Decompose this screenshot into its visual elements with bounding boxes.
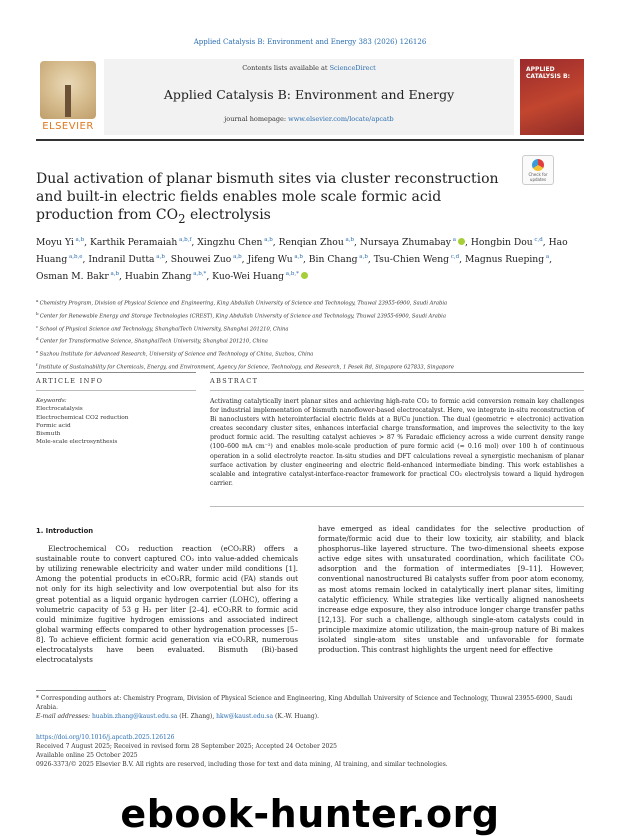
- author-name-text: Osman M. Bakr: [36, 271, 109, 283]
- author-name-text: Magnus Rueping: [464, 254, 545, 266]
- masthead-center: [104, 59, 514, 135]
- keywords-block: [36, 397, 196, 447]
- affiliations: [36, 296, 584, 373]
- keyword-item: Electrochemical CO2 reduction: [36, 414, 129, 421]
- intro-paragraph-right: have emerged as ideal candidates for the selective production of formate/formic acid due to their low toxicity, air stability, and black phosphorus–like layered structure. The two-dimensional sheets expose active edge sites with unsaturated coordination, which facilitate CO₂ adsorption and the formation of intermediates [9–11]. However, conventional nanostructured Bi catalysts suffer from poor atom economy, as most atoms remain locked in catalytically inert planar sites, limiting catalytic efficiency. While strategies like vertically aligned nanosheets increase edge exposure, they also introduce longer charge transfer paths [12,13]. For such a challenge, although single-atom catalysts could in principle maximize atomic utilization, the main-group nature of Bi makes isolated single-atom sites unstable and unfavorable for formate production. This contrast highlights the urgent need for effective: [318, 524, 584, 655]
- author-name[interactable]: [279, 237, 354, 248]
- author-name-text: Xingzhu Chen: [197, 237, 263, 249]
- affiliation-key: e: [36, 349, 40, 355]
- watermark-text: ebook-hunter.org: [120, 792, 500, 836]
- author-name-text: Shouwei Zuo: [170, 254, 232, 266]
- affiliation-text: Suzhou Institute for Advanced Research, University of Science and Technology of China, Suzhou, China: [39, 352, 314, 359]
- keyword-item: Bismuth: [36, 431, 61, 438]
- orcid-icon[interactable]: [458, 238, 465, 245]
- elsevier-tree-icon: [40, 61, 96, 119]
- article-info-heading: ARTICLE INFO: [36, 377, 104, 385]
- abstract-top-rule: [210, 372, 584, 373]
- author-name-text: Kuo-Wei Huang: [212, 271, 285, 283]
- publication-metadata: [36, 733, 584, 769]
- orcid-icon[interactable]: [301, 272, 308, 279]
- journal-reference-link[interactable]: Applied Catalysis B: Environment and Energy 383 (2026) 126126: [193, 38, 427, 46]
- author-affiliation-marker: a,b: [343, 237, 355, 243]
- author-name[interactable]: [212, 271, 308, 282]
- footnote-rule: [36, 690, 106, 691]
- author-name[interactable]: [36, 237, 84, 248]
- author-name[interactable]: [247, 254, 302, 265]
- author-name-text: Indranil Dutta: [88, 254, 155, 266]
- author-affiliation-marker: a,b: [262, 237, 273, 243]
- author-name-text: Nursaya Zhumabay: [359, 237, 451, 249]
- author-affiliation-marker: a,b: [357, 254, 368, 261]
- affiliation-text: Institute of Sustainability for Chemicals, Energy, and Environment, Agency for Science, Technology, and Research, 1 Pesek Rd, Singapore 627833, Singapore: [38, 364, 454, 371]
- abstract-heading: ABSTRACT: [210, 377, 259, 385]
- author-name-text: Bin Chang: [308, 254, 358, 266]
- masthead-divider: [36, 139, 584, 141]
- elsevier-wordmark: ELSEVIER: [42, 121, 94, 132]
- email-link-huang[interactable]: hkw@kaust.edu.sa: [216, 713, 274, 720]
- author-affiliation-marker: a,b,*: [284, 271, 299, 278]
- author-affiliation-marker: c,d: [532, 237, 543, 243]
- author-affiliation-marker: a,b,f: [177, 237, 192, 243]
- author-name[interactable]: [88, 254, 164, 265]
- affiliation-key: b: [36, 310, 40, 316]
- author-name-text: Huabin Zhang: [124, 271, 192, 283]
- author-affiliation-marker: a,b: [73, 237, 85, 243]
- journal-masthead: [36, 59, 584, 136]
- affiliation-key: f: [36, 362, 39, 368]
- author-name[interactable]: [360, 237, 465, 248]
- author-name[interactable]: [90, 237, 191, 248]
- email-link-zhang[interactable]: huabin.zhang@kaust.edu.sa: [91, 713, 178, 720]
- intro-heading: 1. Introduction: [36, 527, 94, 535]
- affiliation-text: Center for Transformative Science, ShanghaiTech University, Shanghai 201210, China: [39, 339, 268, 346]
- affiliation-item: [36, 296, 584, 309]
- author-name-text: Renqian Zhou: [278, 237, 344, 249]
- check-updates-icon: [532, 159, 544, 171]
- author-name-text: Hao Huang: [36, 237, 568, 266]
- author-name-text: Hongbin Dou: [470, 237, 533, 249]
- journal-cover-thumbnail[interactable]: [520, 59, 584, 135]
- check-for-updates-badge[interactable]: Check for updates: [522, 155, 554, 185]
- article-info-top-rule: [36, 372, 196, 373]
- author-name[interactable]: [171, 254, 242, 265]
- affiliation-key: a: [36, 298, 40, 303]
- copyright-line: 0926-3373/© 2025 Elsevier B.V. All rights are reserved, including those for text and data mining, AI training, and similar technologies.: [36, 761, 448, 768]
- article-info-head-rule: [36, 390, 196, 391]
- intro-right-column: [318, 524, 584, 655]
- email-line: E-mail addresses: huabin.zhang@kaust.edu.sa (H. Zhang), hkw@kaust.edu.sa (K.-W. Huang).: [36, 713, 319, 720]
- author-affiliation-marker: c,d: [449, 254, 460, 261]
- keywords-label: Keywords:: [36, 398, 67, 404]
- affiliation-key: d: [36, 336, 40, 342]
- affiliation-item: [36, 322, 584, 335]
- author-affiliation-marker: a,b: [231, 254, 242, 261]
- contents-line: Contents lists available at ScienceDirect: [242, 64, 376, 72]
- elsevier-logo[interactable]: [36, 59, 100, 135]
- abstract-bottom-rule: [210, 506, 584, 507]
- author-name-text: Tsu-Chien Weng: [373, 254, 449, 266]
- author-name[interactable]: [465, 254, 549, 265]
- intro-paragraph-left: Electrochemical CO₂ reduction reaction (eCO₂RR) offers a sustainable route to convert captured CO₂ into value-added chemicals by utilizing renewable electricity and water under mild conditions [1]. Among the potential products in eCO₂RR, formic acid (FA) stands out not only for its high selectivity and low overpotential but also for its great potential as a liquid organic hydrogen carrier (LOHC), offering a volumetric capacity of 53 g H₂ per liter [2–4]. eCO₂RR to formic acid could minimize fugitive hydrogen emissions and associated indirect global warming effects compared to other hydrogenation processes [5–8]. To achieve efficient formic acid generation via eCO₂RR, numerous electrocatalysts have been evaluated. Bismuth (Bi)-based electrocatalysts: [36, 544, 298, 665]
- corresponding-author-note: * Corresponding authors at: Chemistry Program, Division of Physical Science and Engineering, King Abdullah University of Science and Technology, Thuwal 23955-6900, Saudi Arabia.: [36, 695, 573, 711]
- affiliation-item: [36, 334, 584, 347]
- author-name[interactable]: [309, 254, 368, 265]
- author-name[interactable]: [125, 271, 206, 282]
- article-title: Dual activation of planar bismuth sites via cluster reconstruction and built-in electric fields enables mole scale formic acid production from $CO_2$ electrolysis: [36, 171, 499, 226]
- journal-homepage-link[interactable]: www.elsevier.com/locate/apcatb: [288, 115, 394, 123]
- author-affiliation-marker: a,b: [108, 271, 120, 278]
- author-name-text: Moyu Yi: [36, 237, 74, 249]
- author-affiliation-marker: a: [450, 237, 457, 243]
- journal-title: Applied Catalysis B: Environment and Energy: [163, 87, 455, 102]
- author-name[interactable]: [471, 237, 543, 248]
- author-affiliation-marker: a,b: [154, 254, 165, 261]
- author-name-text: Karthik Peramaiah: [89, 237, 178, 249]
- author-name[interactable]: [36, 271, 119, 282]
- doi-link[interactable]: https://doi.org/10.1016/j.apcatb.2025.126126: [36, 734, 175, 741]
- author-affiliation-marker: a,b,e: [67, 254, 83, 261]
- received-dates: Received 7 August 2025; Received in revised form 28 September 2025; Accepted 24 October 2025: [36, 743, 337, 750]
- abstract-text: Activating catalytically inert planar sites and achieving high-rate CO₂ to formic acid conversion remain key challenges for industrial implementation of bismuth nanoflower-based electrocatalyst. Here, we integrate in-situ reconstruction of Bi nanoclusters with heterointerfacial electric fields at a Bi/Cu junction. The dual (geometric + electronic) activation creates secondary cluster sites, enhances interfacial charge transformation, and improves the selectivity to the key product formic acid. The resulting catalyst achieves > 87 % Faradaic efficiency across a wide current density range (100–600 mA cm⁻²) and enables mole-scale production of pure formic acid (≈ 0.16 mol) over 100 h of continuous operation in a solid electrolyte reactor. In-situ studies and DFT calculations reveal a synergistic mechanism of planar surface activation by cluster engineering and electric field-enhanced intermediate binding. This work establishes a scalable and integrative catalyst-interface-reactor framework for practical CO₂ electrolysis toward a liquid hydrogen carrier.: [210, 398, 584, 487]
- affiliation-key: c: [36, 323, 40, 329]
- affiliation-item: [36, 347, 584, 360]
- author-affiliation-marker: a: [544, 254, 550, 261]
- author-affiliation-marker: a,b: [292, 254, 303, 261]
- keyword-item: Electrocatalysis: [36, 406, 83, 413]
- keyword-item: Formic acid: [36, 422, 71, 429]
- affiliation-item: [36, 309, 584, 322]
- cover-title: APPLIED CATALYSIS B:: [526, 66, 571, 80]
- author-name[interactable]: [197, 237, 272, 248]
- sciencedirect-link[interactable]: ScienceDirect: [329, 64, 376, 72]
- author-name[interactable]: [374, 254, 459, 265]
- intro-left-column: [36, 524, 298, 665]
- affiliation-text: Chemistry Program, Division of Physical Science and Engineering, King Abdullah University of Science and Technology, Thuwal 23955-6900, Saudi Arabia: [39, 300, 448, 307]
- author-affiliation-marker: a,b,*: [191, 271, 207, 278]
- homepage-line: journal homepage: www.elsevier.com/locate/apcatb: [224, 115, 394, 123]
- author-name-text: Jifeng Wu: [247, 254, 293, 266]
- affiliation-text: School of Physical Science and Technology, ShanghaiTech University, Shanghai 201210, China: [39, 326, 289, 333]
- author-list: Moyu Yi $^{a,b}$, Karthik Peramaiah $^{a,b,f}$, Xingzhu Chen $^{a,b}$, Renqian Zhou $^{a,b}$, Nursaya Zhumabay $^a$ , Hongbin Dou $^{c,d}$, Hao Huang $^{a,b,e}$, Indranil Dutta $^{a,b}$, Shouwei Zuo $^{a,b}$, Jifeng Wu $^{a,b}$, Bin Chang $^{a,b}$, Tsu-Chien Weng $^{c,d}$, Magnus Rueping $^a$, Osman M. Bakr $^{a,b}$, Huabin Zhang $^{a,b,*}$, Kuo-Wei Huang $^{a,b,*}$: [36, 237, 568, 283]
- available-online: Available online 25 October 2025: [36, 752, 138, 759]
- keyword-item: Mole-scale electrosynthesis: [36, 439, 118, 446]
- footnotes: [36, 694, 584, 721]
- affiliation-text: Center for Renewable Energy and Storage Technologies (CREST), King Abdullah University of Science and Technology, Thuwal 23955-6900, Saudi Arabia: [39, 313, 446, 320]
- abstract-head-rule: [210, 390, 584, 391]
